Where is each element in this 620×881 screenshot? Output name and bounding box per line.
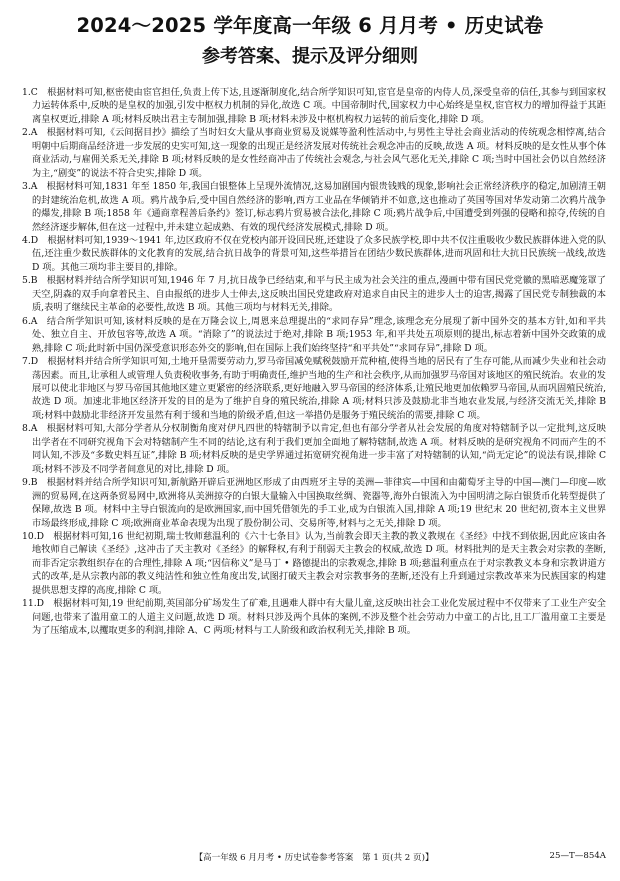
- answer-item: [22, 530, 606, 597]
- answer-explanation: 根据材料并结合所学知识可知,1946 年 7 月,抗日战争已经结束,和平与民主成为社会关注的重点,漫画中带有国民党党徽的黑暗恶魔笼罩了天空,阴森的双手向拿着民主、自由报纸的进步人士伸去,这反映出国民党建政府对追求自由民主的进步人士的迫害,揭露了国民党专制独裁的本质,表明了继续民主革命的必要性,故选 B 项。其他三项均与材料无关,排除。: [32, 275, 606, 314]
- answer-number: 8.A: [22, 423, 38, 435]
- answer-explanation: 根据材料可知,19 世纪前期,英国部分矿场发生了矿难,且遇难人群中有大量儿童,这反映出社会工业化发展过程中不仅带来了工业生产安全问题,也带来了滥用童工的人道主义问题,故选 D 项。材料只涉及两个具体的案例,不涉及整个社会劳动力中童工的占比,且工厂滥用童工主要是为了压缩成本,以攫取更多的利润,排除 A、C 两项;材料与工人阶级和政治权利无关,排除 B 项。: [32, 598, 606, 637]
- answer-number: 7.D: [22, 356, 39, 368]
- answer-number: 9.B: [22, 477, 38, 489]
- answer-item: [22, 355, 606, 422]
- answer-number: 5.B: [22, 275, 38, 287]
- answer-explanation: 结合所学知识可知,该材料反映的是在万隆会议上,周恩来总理提出的“求同存异”理念,该理念充分展现了新中国外交的基本方针,如和平共处、独立自主、开放包容等,故选 A 项。“消除了”的说法过于绝对,排除 B 项;1953 年,和平共处五项原则的提出,标志着新中国外交政策的成熟,排除 C 项;此时新中国仍深受意识形态外交的影响,但在国际上我们始终坚持“和平共处”“求同存异”,排除 D 项。: [32, 315, 606, 354]
- answer-explanation: 根据材料可知,1939～1941 年,边区政府不仅在党校内部开设回民班,还建设了众多民族学校,即中共不仅注重吸收少数民族群体进入党的队伍,还注重少数民族群体的文化教育的发展,结合抗日战争的背景可知,这些举措旨在团结少数民族群体,进而巩固和壮大抗日民族统一战线,故选 D 项。其他三项均非主要目的,排除。: [32, 234, 606, 273]
- answer-list: [22, 86, 606, 840]
- answer-item: [22, 476, 606, 530]
- answer-item: [22, 126, 606, 180]
- answer-explanation: 根据材料可知,1831 年至 1850 年,我国白银整体上呈现外流情况,这易加剧国内银贵钱贱的现象,影响社会正常经济秩序的稳定,加剧清王朝的封建统治危机,故选 A 项。鸦片战争后,受中国自然经济的影响,西方工业品在华倾销并不如意,这也推动了英国等国对华发动第二次鸦片战争的爆发,排除 B 项;1858 年《通商章程善后条约》签订,标志鸦片贸易被合法化,排除 C 项;鸦片战争后,中国遭受到列强的侵略和掠夺,传统的自然经济逐步解体,但在这一过程中,并未建立起成熟、有效的现代经济发展模式,排除 D 项。: [32, 181, 606, 233]
- page-title: 2024～2025 学年度高一年级 6 月月考 • 历史试卷: [76, 14, 544, 37]
- answer-explanation: 根据材料可知,枢密使由宦官担任,负责上传下达,且逐渐制度化,结合所学知识可知,宦官是皇帝的内侍人员,深受皇帝的信任,其参与到国家权力运转体系中,反映的是皇权的加强,引发中枢权力机制的异化,故选 C 项。中国帝制时代,国家权力中心始终是皇权,宦官权力的增加得益于其距离皇权更近,排除 A 项;材料反映出君主专制加强,排除 B 项;材料未涉及中枢机构权力运转的前后变化,排除 D 项。: [32, 87, 606, 125]
- answer-number: 10.D: [22, 530, 44, 542]
- page-subtitle: 参考答案、提示及评分细则: [202, 46, 418, 67]
- footer-page-info: 【高一年级 6 月月考 • 历史试卷参考答案 第 1 页(共 2 页)】: [194, 853, 434, 863]
- answer-number: 2.A: [22, 127, 38, 139]
- answer-explanation: 根据材料可知,大部分学者从分权制衡角度对伊凡四世的特辖制予以肯定,但也有部分学者从社会发展的角度对特辖制予以一定批判,这反映出学者在不同研究视角下会对特辖制产生不同的结论,这有利于我们更加全面地了解特辖制,故选 A 项。材料反映的是研究视角不同而产生的不同认知,不涉及“多数史料互证”,排除 B 项;材料反映的是史学界通过拓宽研究视角进一步丰富了对特辖制的认知,“尚无定论”的说法有误,排除 C 项;材料不涉及不同学者间意见的对比,排除 D 项。: [32, 423, 606, 475]
- answer-item: [22, 315, 606, 355]
- footer-exam-code: 25—T—854A: [549, 851, 606, 861]
- answer-number: 1.C: [22, 87, 38, 98]
- answer-item: [22, 422, 606, 476]
- answer-item: [22, 597, 606, 637]
- answer-number: 6.A: [22, 315, 38, 327]
- answer-item: [22, 234, 606, 274]
- answer-number: 4.D: [22, 234, 39, 246]
- answer-explanation: 根据材料并结合所学知识可知,新航路开辟后亚洲地区形成了由西班牙主导的美洲—菲律宾—中国和由葡萄牙主导的中国—澳门—印度—欧洲的贸易网,在这两条贸易网中,欧洲将从美洲掠夺的白银大量输入中国换取丝绸、瓷器等,海外白银流入为中国明清之际白银货币化转型提供了保障,故选 B 项。材料中主导白银流向的是欧洲国家,而中国凭借领先的手工业,成为白银流入国,排除 A 项;19 世纪末 20 世纪初,资本主义世界市场最终形成,排除 C 项;欧洲商业革命表现为出现了股份制公司、交易所等,材料与之无关,排除 D 项。: [32, 477, 606, 529]
- answer-item: [22, 274, 606, 314]
- answer-number: 11.D: [22, 598, 44, 610]
- answer-explanation: 根据材料可知,16 世纪初期,瑞士牧师慈温利的《六十七条目》认为,当前教会即天主教的教义教规在《圣经》中找不到依据,因此应该由各地牧师自己解读《圣经》,这冲击了天主教对《圣经》的解释权,有利于削弱天主教会的权威,故选 D 项。材料批判的是天主教会对宗教的垄断,而非否定宗教组织存在的合理性,排除 A 项;“因信称义”是马丁 • 路德提出的宗教观念,排除 B 项;慈温利重点在于对宗教教义本身和宗教讲道方式的改革,是从宗教内部的教义纯洁性和独立性角度出发,试图打破天主教会对宗教事务的垄断,还没有上升到通过宗教改革来为民族国家的构建提供思想支撑的高度,排除 C 项。: [32, 530, 606, 596]
- answer-explanation: 根据材料并结合所学知识可知,土地开垦需要劳动力,罗马帝国减免赋税鼓励开荒种植,使得当地的居民有了生存可能,从而减少失业和社会动荡因素。而且,让承租人或管理人负责税收事务,有助于明确责任,维护当地的生产和社会秩序,从而加强罗马帝国对该地区的殖民统治。农业的发展可以使北非地区与罗马帝国其他地区建立更紧密的经济联系,更好地融入罗马帝国的经济体系,让殖民地更加依赖罗马帝国,从而巩固殖民统治,故选 D 项。加速北非地区经济开发的目的是为了维护自身的殖民统治,排除 A 项;材料只涉及鼓励北非当地农业发展,与经济交流无关,排除 B 项;材料中鼓励北非经济开发虽然有利于缓和当地的阶级矛盾,但这一举措仍是服务于殖民统治的需要,排除 C 项。: [32, 356, 606, 421]
- answer-explanation: 根据材料可知,《云间据目抄》描绘了当时妇女大量从事商业贸易及说媒等盈利性活动中,与男性主导社会商业活动的传统观念相悖离,结合明朝中后期商品经济进一步发展的史实可知,这一现象的出现正是经济发展对传统社会观念冲击的反映,故选 A 项。材料反映的是女性从事个体商业活动,与雇佣关系无关,排除 B 项;材料反映的是女性经商冲击了传统社会观念,与社会风气恶化无关,排除 C 项;当时中国社会仍以自然经济为主,“剧变”的说法不符合史实,排除 D 项。: [32, 127, 606, 179]
- answer-number: 3.A: [22, 181, 38, 193]
- answer-item: [22, 180, 606, 234]
- answer-item: [22, 86, 606, 126]
